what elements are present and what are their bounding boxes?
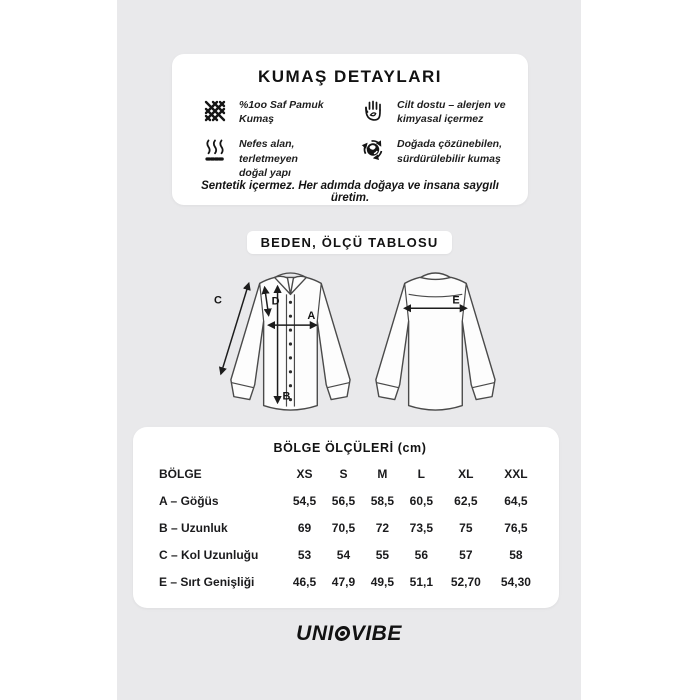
- table-cell: 58,5: [370, 493, 395, 508]
- hand-leaf-icon: [360, 98, 386, 124]
- table-cell: 47,9: [331, 574, 356, 589]
- size-table-title: BÖLGE ÖLÇÜLERİ (cm): [273, 441, 427, 455]
- fabric-swatch-icon: [202, 98, 228, 124]
- feature-text: Nefes alan, terletmeyen doğal yapı: [239, 138, 298, 179]
- feature-breathable: [202, 137, 352, 180]
- measure-label-c: C: [213, 294, 222, 307]
- feature-skin-friendly: [360, 98, 510, 126]
- column-header: S: [339, 467, 348, 481]
- feature-biodegradable: [360, 137, 510, 180]
- brand-logo-left: UNI: [296, 622, 334, 645]
- size-section-title: BEDEN, ÖLÇÜ TABLOSU: [247, 231, 452, 254]
- breathable-steam-icon: [202, 137, 228, 163]
- table-cell: 58: [509, 547, 523, 562]
- measure-label-d: D: [271, 295, 280, 308]
- table-cell: 49,5: [370, 574, 395, 589]
- feature-list: [188, 98, 512, 180]
- fabric-card-footer: Sentetik içermez. Her adımda doğaya ve insana saygılı üretim.: [201, 179, 499, 204]
- table-cell: 54,30: [500, 574, 531, 589]
- table-cell: 55: [375, 547, 390, 562]
- row-label: B – Uzunluk: [159, 520, 228, 535]
- column-header: M: [377, 467, 388, 481]
- table-cell: 76,5: [504, 520, 528, 535]
- row-label: E – Sırt Genişliği: [159, 574, 255, 589]
- table-cell: 64,5: [504, 493, 528, 508]
- row-label: A – Göğüs: [159, 493, 219, 508]
- row-label: C – Kol Uzunluğu: [159, 547, 259, 562]
- table-cell: 72: [375, 520, 390, 535]
- table-cell: 75: [459, 520, 473, 535]
- table-row: [159, 487, 541, 514]
- table-cell: 46,5: [292, 574, 317, 589]
- table-row: [159, 514, 541, 541]
- table-cell: 56,5: [331, 493, 356, 508]
- table-cell: 54,5: [292, 493, 317, 508]
- table-cell: 69: [297, 520, 312, 535]
- feature-text: Doğada çözünebilen, sürdürülebilir kumaş: [397, 138, 503, 165]
- brand-q-icon: [334, 626, 351, 641]
- table-cell: 62,5: [454, 493, 478, 508]
- table-cell: 54: [336, 547, 351, 562]
- table-cell: 53: [297, 547, 312, 562]
- table-cell: 60,5: [409, 493, 433, 508]
- size-table-card: [133, 427, 559, 608]
- table-header-row: [159, 461, 541, 487]
- table-cell: 70,5: [331, 520, 356, 535]
- table-row: [159, 541, 541, 568]
- measure-label-e: E: [452, 294, 460, 307]
- content-panel: [117, 0, 581, 700]
- column-header: XS: [296, 467, 313, 481]
- shirt-back: [376, 273, 495, 410]
- column-header: L: [417, 467, 425, 481]
- feature-text: %1oo Saf Pamuk Kumaş: [239, 99, 324, 126]
- column-header: XL: [458, 467, 474, 481]
- table-cell: 51,1: [409, 574, 433, 589]
- size-table: [159, 461, 541, 595]
- brand-logo: [117, 622, 581, 646]
- table-cell: 52,70: [450, 574, 481, 589]
- table-cell: 73,5: [409, 520, 433, 535]
- fabric-card-title: KUMAŞ DETAYLARI: [257, 67, 442, 86]
- biodegradable-earth-icon: [360, 137, 386, 163]
- feature-text: Cilt dostu – alerjen ve kimyasal içermez: [397, 99, 506, 126]
- table-row: [159, 568, 541, 595]
- column-header: BÖLGE: [159, 467, 202, 481]
- measure-label-a: A: [307, 310, 316, 323]
- measure-label-b: B: [282, 390, 291, 403]
- fabric-details-card: [172, 54, 528, 205]
- shirt-measurement-diagram: [213, 268, 501, 418]
- table-cell: 57: [459, 547, 473, 562]
- shirt-front: [214, 273, 350, 410]
- feature-pure-cotton: [202, 98, 352, 126]
- brand-logo-right: VIBE: [350, 622, 402, 645]
- table-cell: 56: [414, 547, 428, 562]
- column-header: XXL: [504, 467, 528, 481]
